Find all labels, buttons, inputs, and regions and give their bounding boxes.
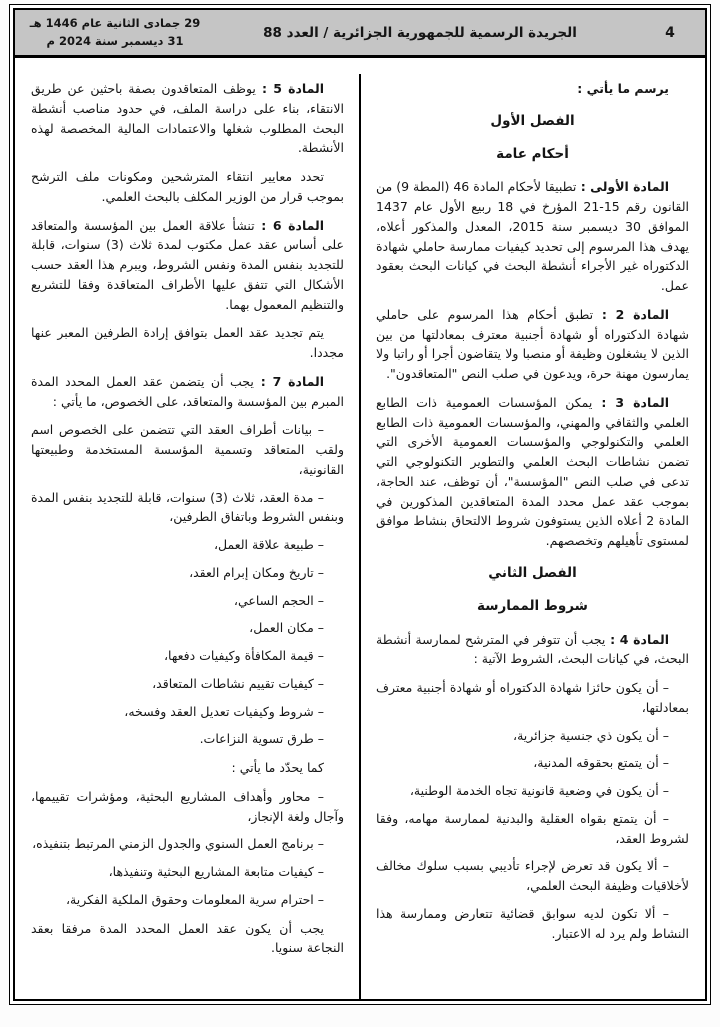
article-number: المادة 4 :	[605, 631, 670, 647]
page-frame	[9, 4, 711, 1005]
page-number: 4	[665, 24, 675, 41]
section-heading: الفصل الثاني	[488, 564, 577, 581]
clause-item: – طبيعة علاقة العمل،	[213, 537, 324, 552]
clause-item: – أن يكون ذي جنسية جزائرية،	[513, 727, 669, 743]
date-gregorian: 31 ديسمبر سنة 2024 م	[46, 33, 184, 48]
clause-item: – احترام سرية المعلومات وحقوق الملكية الفكرية،	[65, 891, 324, 907]
clause-item: – أن يكون حائزا شهادة الدكتوراه أو شهادة أجنبية معترف بمعادلتها،	[376, 680, 689, 715]
header-dates	[15, 15, 205, 51]
article-number: المادة 2 :	[593, 306, 670, 322]
clause-item: – كيفيات تقييم نشاطات المتعاقد،	[152, 675, 324, 691]
article-number: المادة 5 :	[255, 81, 324, 96]
section-heading: شروط الممارسة	[477, 598, 588, 615]
article-paragraph: المادة 4 : يجب أن تتوفر في المترشح لممارسة أنشطة البحث، في كيانات البحث، الشروط الآتية :	[376, 631, 689, 667]
clause-item: – أن يكون في وضعية قانونية تجاه الخدمة الوطنية،	[409, 783, 669, 799]
clause-item: – ألا تكون لديه سوابق قضائية تتعارض وممارسة هذا النشاط ولم يرد له الاعتبار.	[376, 905, 689, 941]
article-number: المادة الأولى :	[576, 179, 669, 195]
article-paragraph: المادة 6 : تنشأ علاقة العمل بين المؤسسة والمتعاقد على أساس عقد عمل مكتوب لمدة ثلاث (3) سنوات، قابلة للتجديد بنفس المدة ونفس الشروط، ويبرم هذا العقد حسب الأشكال التي تتفق عليها الأطراف المتعاقدة وفقا للتشريع والتنظيم المعمول بهما.	[31, 217, 344, 312]
section-heading: أحكام عامة	[496, 146, 569, 163]
clause-item: – تاريخ ومكان إبرام العقد،	[189, 564, 324, 580]
article-paragraph: المادة 7 : يجب أن يتضمن عقد العمل المحدد المدة المبرم بين المؤسسة والمتعاقد، على الخصوص، ما يأتي :	[31, 373, 344, 409]
clause-item: – شروط وكيفيات تعديل العقد وفسخه،	[124, 703, 324, 719]
column-left	[15, 58, 360, 999]
body-paragraph: كما يحدّد ما يأتي :	[231, 760, 324, 775]
body-paragraph: يتم تجديد عقد العمل بتوافق إرادة الطرفين المعبر عنها مجددا.	[31, 325, 344, 360]
clause-item: – أن يتمتع بحقوقه المدنية،	[533, 755, 669, 771]
article-paragraph: المادة 2 : تطبق أحكام هذا المرسوم على حاملي شهادة الدكتوراه أو شهادة أجنبية معترف بمعادلتها من بين الذين لا يشغلون وظيفة أو منصبا ولا يتقاضون أجرا أو راتبا ولا يمارسون مهنة حرة، ويدعون في صلب النص "المتعاقدون".	[376, 306, 689, 382]
date-hijri: 29 جمادى الثانية عام 1446 هـ	[29, 15, 201, 30]
clause-item: – طرق تسوية النزاعات.	[199, 731, 324, 747]
clause-item: – كيفيات متابعة المشاريع البحثية وتنفيذها،	[108, 864, 324, 879]
column-right	[360, 58, 705, 999]
decree-intro: يرسم ما يأتي :	[577, 81, 669, 96]
gazette-title: الجريدة الرسمية للجمهورية الجزائرية / العدد 88	[263, 24, 577, 41]
clause-item: – برنامج العمل السنوي والجدول الزمني المرتبط بتنفيذه،	[32, 836, 324, 852]
article-paragraph: المادة 5 : يوظف المتعاقدون بصفة باحثين عن طريق الانتقاء، بناء على دراسة الملف، في حدود مناصب أنشطة البحث المطلوب شغلها والاعتمادات المالية المخصصة لهذه الأنشطة.	[31, 81, 344, 156]
column-divider	[359, 74, 361, 999]
article-paragraph: المادة الأولى : تطبيقا لأحكام المادة 46 (المطة 9) من القانون رقم 15-21 المؤرخ في 18 ربيع الأول عام 1437 الموافق 30 ديسمبر سنة 2015، المعدل والمذكور أعلاه، يهدف هذا المرسوم إلى تحديد كيفيات ممارسة حاملي شهادة الدكتوراه غير الأجراء أنشطة البحث في كيانات البحث بعقود عمل.	[376, 179, 690, 294]
clause-item: – قيمة المكافأة وكيفيات دفعها،	[164, 648, 324, 663]
page-inner-frame	[13, 8, 707, 1001]
clause-item: – محاور وأهداف المشاريع البحثية، ومؤشرات تقييمها، وآجال ولغة الإنجاز،	[31, 788, 344, 824]
page-content	[15, 58, 705, 999]
article-number: المادة 3 :	[592, 394, 670, 410]
clause-item: – بيانات أطراف العقد التي تتضمن على الخصوص اسم ولقب المتعاقد وتسمية المؤسسة المستخدمة وطبيعتها القانونية،	[31, 422, 344, 477]
clause-item: – مدة العقد، ثلاث (3) سنوات، قابلة للتجديد بنفس المدة وبنفس الشروط وباتفاق الطرفين،	[31, 489, 344, 525]
clause-item: – مكان العمل،	[249, 620, 324, 636]
section-heading: الفصل الأول	[490, 112, 575, 129]
article-number: المادة 7 :	[253, 373, 325, 389]
body-paragraph: تحدد معايير انتقاء المترشحين ومكونات ملف الترشح بموجب قرار من الوزير المكلف بالبحث العلمي.	[31, 169, 344, 204]
gazette-header	[15, 10, 705, 58]
article-number: المادة 6 :	[254, 217, 325, 233]
body-paragraph: يجب أن يكون عقد العمل المحدد المدة مرفقا بعقد النجاعة سنويا.	[31, 920, 344, 956]
clause-item: – أن يتمتع بقواه العقلية والبدنية لممارسة مهامه، وفقا لشروط العقد،	[376, 810, 689, 846]
clause-item: – ألا يكون قد تعرض لإجراء تأديبي بسبب سلوك مخالف لأخلاقيات وظيفة البحث العلمي،	[376, 858, 689, 894]
clause-item: – الحجم الساعي،	[233, 592, 324, 608]
article-paragraph: المادة 3 : يمكن المؤسسات العمومية ذات الطابع العلمي والثقافي والمهني، والمؤسسات العمومية ذات الطابع العلمي والتكنولوجي والمؤسسات العمومية الأخرى التي تضمن نشاطات البحث العلمي والتطوير التكنولوجي التي تدعى في صلب النص "المؤسسة"، أن توظف، عند الحاجة، بموجب عقد عمل محدد المدة المتعاقدين المذكورين في المادة 2 أعلاه الذين يستوفون شروط الالتحاق بنشاط موافق لمستوى تأهيلهم وتخصصهم.	[376, 394, 690, 549]
